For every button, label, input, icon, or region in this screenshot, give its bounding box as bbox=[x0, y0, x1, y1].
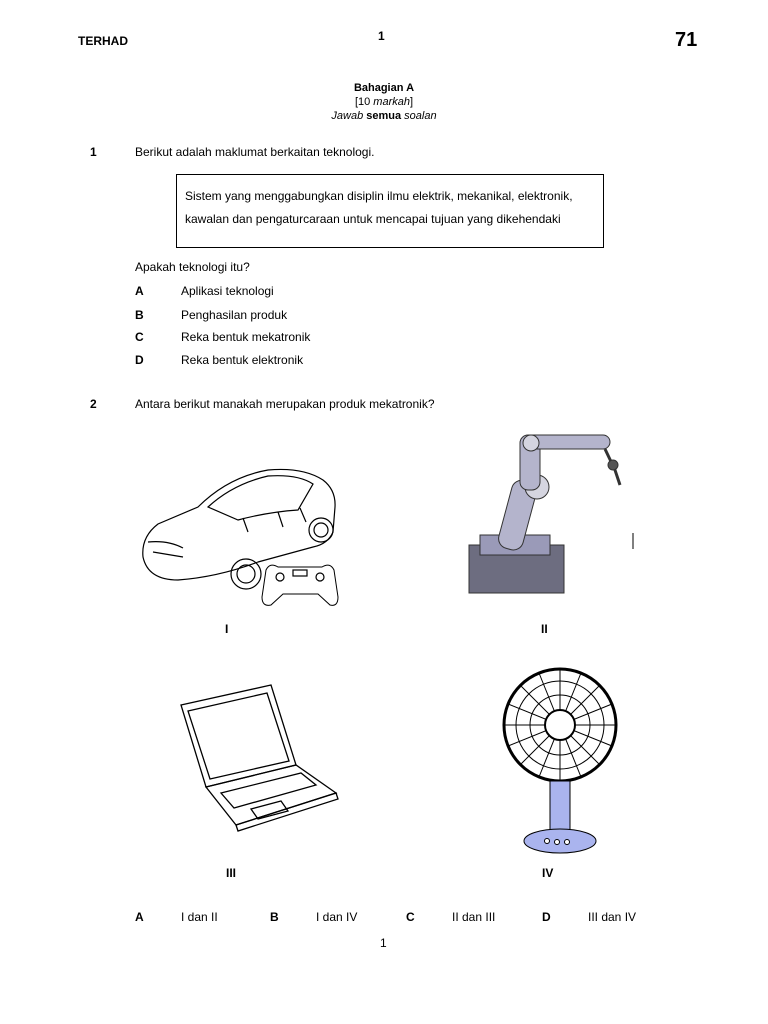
q2-option-b-text[interactable]: I dan IV bbox=[316, 910, 358, 924]
q1-info-box bbox=[176, 174, 604, 248]
section-instruction: Jawab semua soalan bbox=[331, 110, 437, 122]
q2-option-d-text[interactable]: III dan IV bbox=[588, 910, 637, 924]
classification-label: TERHAD bbox=[78, 34, 128, 48]
laptop-icon bbox=[176, 683, 341, 833]
q2-option-a-letter[interactable]: A bbox=[135, 910, 144, 924]
q1-option-b-text[interactable]: Penghasilan produk bbox=[181, 308, 288, 322]
section-marks: [10 markah] bbox=[354, 96, 414, 108]
footer-page-number: 1 bbox=[380, 936, 387, 950]
q2-option-b-letter[interactable]: B bbox=[270, 910, 279, 924]
q1-option-b-letter[interactable]: B bbox=[135, 308, 144, 322]
q2-option-d-letter[interactable]: D bbox=[542, 910, 551, 924]
q2-number: 2 bbox=[90, 397, 97, 411]
q2-option-c-letter[interactable]: C bbox=[406, 910, 415, 924]
image-label-iv: IV bbox=[542, 866, 554, 880]
robotic-arm-icon bbox=[465, 425, 635, 600]
header-page-number: 1 bbox=[378, 29, 385, 43]
q2-option-a-text[interactable]: I dan II bbox=[181, 910, 218, 924]
q1-text: Berikut adalah maklumat berkaitan teknologi. bbox=[135, 145, 375, 159]
car-with-gamepad-icon bbox=[138, 462, 343, 617]
standing-fan-icon bbox=[500, 665, 620, 857]
q1-number: 1 bbox=[90, 145, 97, 159]
image-label-i: I bbox=[225, 622, 229, 636]
q2-option-c-text[interactable]: II dan III bbox=[452, 910, 496, 924]
image-label-ii: II bbox=[541, 622, 548, 636]
q1-box-line1: Sistem yang menggabungkan disiplin ilmu elektrik, mekanikal, elektronik, bbox=[185, 189, 573, 203]
q1-option-c-letter[interactable]: C bbox=[135, 330, 144, 344]
q2-text: Antara berikut manakah merupakan produk mekatronik? bbox=[135, 397, 435, 411]
q1-option-a-text[interactable]: Aplikasi teknologi bbox=[181, 284, 274, 298]
q1-box-line2: kawalan dan pengaturcaraan untuk mencapai tujuan yang dikehendaki bbox=[185, 212, 561, 226]
q1-option-d-text[interactable]: Reka bentuk elektronik bbox=[181, 353, 304, 367]
q1-option-c-text[interactable]: Reka bentuk mekatronik bbox=[181, 330, 311, 344]
paper-code: 71 bbox=[675, 29, 698, 51]
q1-option-d-letter[interactable]: D bbox=[135, 353, 144, 367]
q1-prompt: Apakah teknologi itu? bbox=[135, 260, 250, 274]
image-label-iii: III bbox=[226, 866, 237, 880]
q1-option-a-letter[interactable]: A bbox=[135, 284, 144, 298]
section-title: Bahagian A bbox=[353, 82, 415, 94]
